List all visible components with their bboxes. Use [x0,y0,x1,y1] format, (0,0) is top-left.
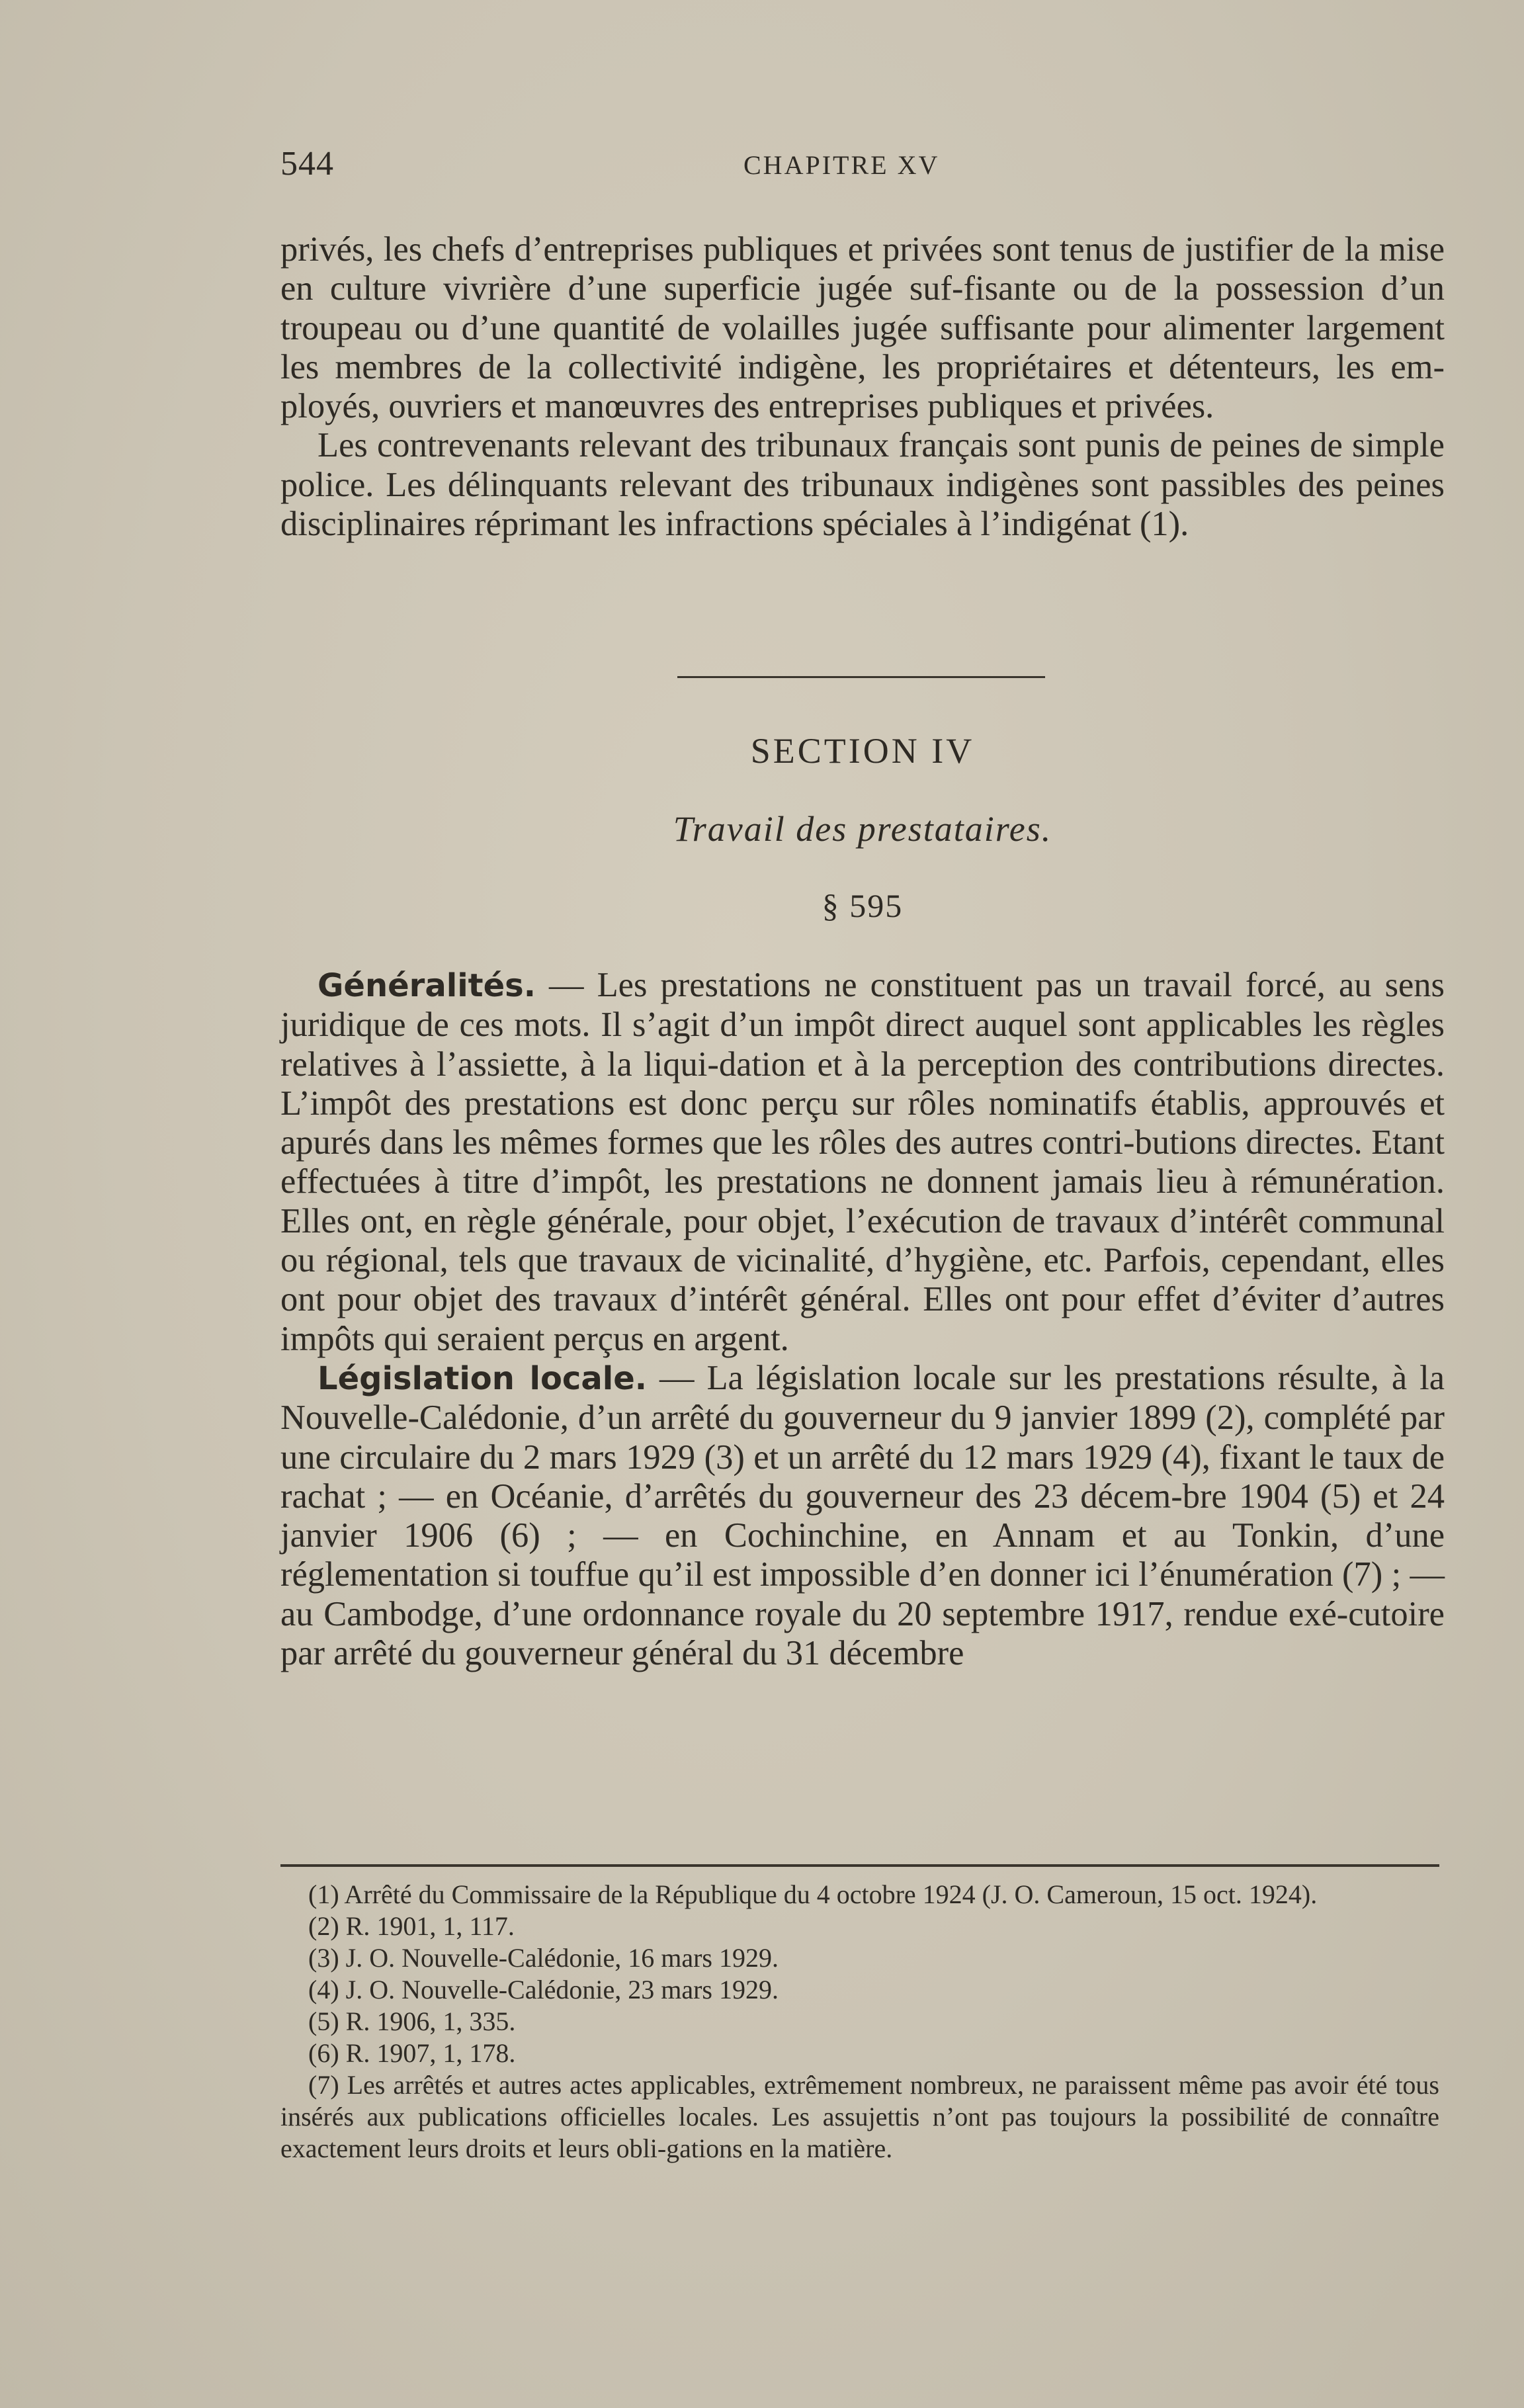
continued-text-block [280,230,1445,544]
body-paragraph-generalites [280,966,1445,1359]
footnote-7: (7) Les arrêtés et autres actes applicables, extrêmement nombreux, ne paraissent même pas avoir été tous insérés aux publications officielles locales. Les assujettis n’ont pas toujours la possibilité de connaître exactement leurs droits et leurs obli-gations en la matière. [280,2070,1439,2163]
section-text-block [280,966,1445,1673]
footnote-separator [280,1864,1439,1867]
paragraph-text: — La législation locale sur les prestations résulte, à la Nouvelle-Calédonie, d’un arrêté du gouverneur du 9 janvier 1899 (2), complété par une circulaire du 2 mars 1929 (3) et un arrêté du 12 mars 1929 (4), fixant le taux de rachat ; — en Océanie, d’arrêtés du gouverneur des 23 décem-bre 1904 (5) et 24 janvier 1906 (6) ; — en Cochinchine, en Annam et au Tonkin, d’une réglementation si touffue qu’il est impossible d’en donner ici l’énumération (7) ; — au Cambodge, d’une ordonnance royale du 20 septembre 1917, rendue exé-cutoire par arrêté du gouverneur général du 31 décembre [280,1358,1445,1673]
section-divider [677,676,1045,678]
footnote-2: (2) R. 1901, 1, 117. [308,1911,515,1941]
body-paragraph: Les contrevenants relevant des tribunaux français sont punis de peines de simple police. Les délinquants relevant des tribunaux indigènes sont passibles des peines disciplinaires réprimant les infractions spéciales à l’indigénat (1). [280,426,1445,544]
page-header [280,144,1445,191]
run-in-heading: Législation locale. [318,1359,648,1397]
section-subtitle: Travail des prestataires. [673,809,1052,849]
footnote-1: (1) Arrêté du Commissaire de la République du 4 octobre 1924 (J. O. Cameroun, 15 oct. 1924). [308,1879,1318,1909]
run-in-heading: Généralités. [318,967,536,1004]
running-title: CHAPITRE XV [743,150,940,180]
footnote-4: (4) J. O. Nouvelle-Calédonie, 23 mars 1929. [308,1975,779,2004]
footnote-3: (3) J. O. Nouvelle-Calédonie, 16 mars 1929. [308,1943,779,1973]
paragraph-number: § 595 [822,887,904,924]
footnote-6: (6) R. 1907, 1, 178. [308,2038,516,2068]
body-paragraph: privés, les chefs d’entreprises publiques et privées sont tenus de justifier de la mise en culture vivrière d’une superficie jugée suf-fisante ou de la possession d’un troupeau ou d’une quantité de volailles jugée suffisante pour alimenter largement les membres de la collectivité indigène, les propriétaires et détenteurs, les em-ployés, ouvriers et manœuvres des entreprises publiques et privées. [280,230,1445,426]
paragraph-text: — Les prestations ne constituent pas un travail forcé, au sens juridique de ces mots. Il s’agit d’un impôt direct auquel sont applicables les règles relatives à l’assiette, à la liqui-dation et à la perception des contributions directes. L’impôt des prestations est donc perçu sur rôles nominatifs établis, approuvés et apurés dans les mêmes formes que les rôles des autres contri-butions directes. Etant effectuées à titre d’impôt, les prestations ne donnent jamais lieu à rémunération. Elles ont, en règle générale, pour objet, l’exécution de travaux d’intérêt communal ou régional, tels que travaux de vicinalité, d’hygiène, etc. Parfois, cependant, elles ont pour objet des travaux d’intérêt général. Elles ont pour effet d’éviter d’autres impôts qui seraient perçus en argent. [280,966,1445,1358]
body-paragraph-legislation [280,1359,1445,1673]
footnote-5: (5) R. 1906, 1, 335. [308,2006,516,2036]
footnotes [280,1879,1439,2165]
section-title: SECTION IV [750,731,975,771]
page-number: 544 [280,145,334,183]
